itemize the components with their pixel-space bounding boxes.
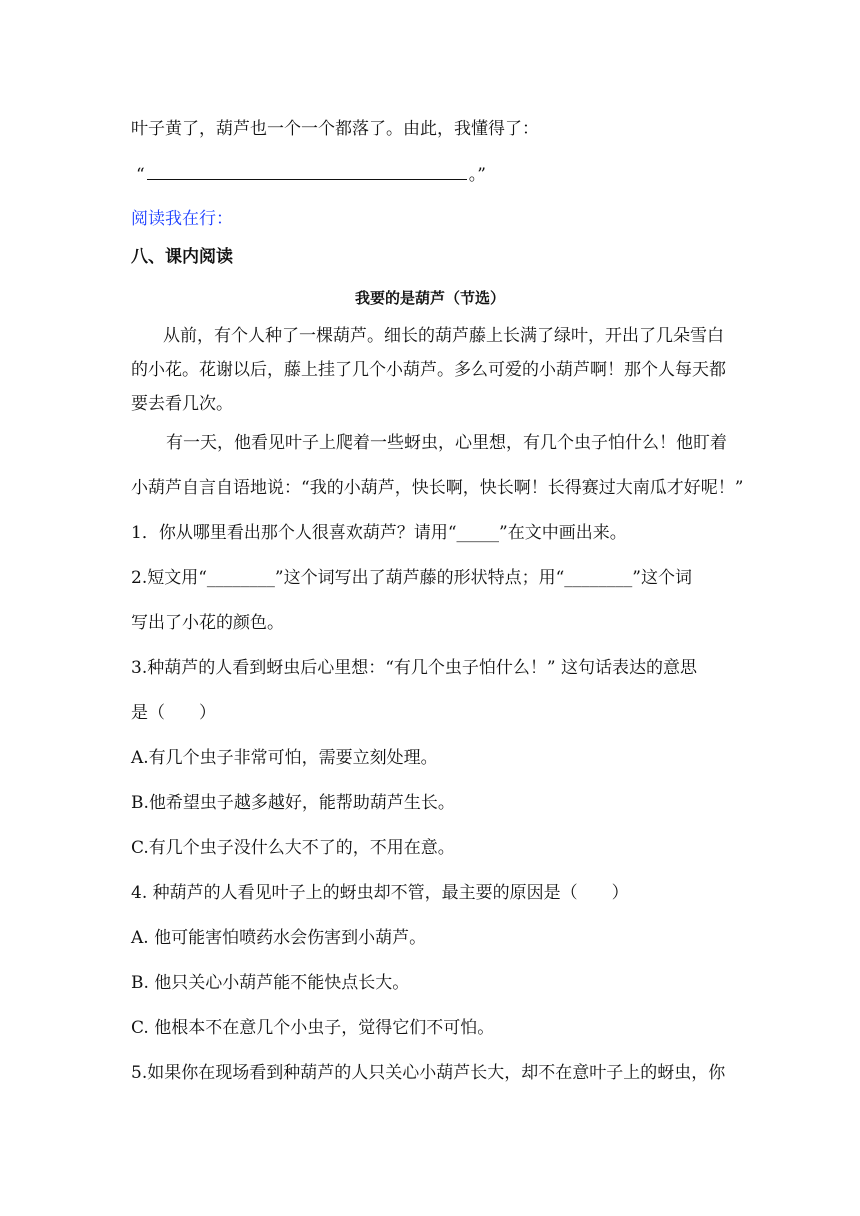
question-4-option-c: C. 他根本不在意几个小虫子，觉得它们不可怕。	[131, 1018, 495, 1038]
intro-line: 叶子黄了，葫芦也一个一个都落了。由此，我懂得了：	[131, 119, 539, 139]
passage-para2-line2: 小葫芦自言自语地说：“我的小葫芦，快长啊，快长啊！长得赛过大南瓜才好呢！”	[131, 478, 744, 498]
question-2-line1: 2.短文用“________”这个词写出了葫芦藤的形状特点；用“________”这个词	[131, 568, 692, 588]
question-4-option-a: A. 他可能害怕喷药水会伤害到小葫芦。	[131, 928, 427, 948]
quote-close: 。”	[468, 165, 486, 185]
passage-para2-line1: 有一天，他看见叶子上爬着一些蚜虫，心里想，有几个虫子怕什么！他盯着	[166, 433, 727, 453]
question-3-option-c: C.有几个虫子没什么大不了的，不用在意。	[131, 838, 455, 858]
question-3-line1: 3.种葫芦的人看到蚜虫后心里想：“有几个虫子怕什么！” 这句话表达的意思	[131, 658, 698, 678]
passage-para1-line3: 要去看几次。	[131, 394, 233, 414]
question-3-option-a: A.有几个虫子非常可怕，需要立刻处理。	[131, 748, 438, 768]
passage-para1-line1: 从前，有个人种了一棵葫芦。细长的葫芦藤上长满了绿叶，开出了几朵雪白	[163, 326, 724, 346]
question-3-line2: 是（ ）	[131, 703, 216, 723]
question-5-line1: 5.如果你在现场看到种葫芦的人只关心小葫芦长大，却不在意叶子上的蚜虫，你	[131, 1063, 726, 1083]
question-4: 4. 种葫芦的人看见叶子上的蚜虫却不管，最主要的原因是（ ）	[131, 883, 629, 903]
question-2-line2: 写出了小花的颜色。	[131, 613, 284, 633]
section-eight-heading: 八、课内阅读	[131, 247, 233, 267]
question-3-option-b: B.他希望虫子越多越好，能帮助葫芦生长。	[131, 793, 455, 813]
quote-open: “	[136, 165, 145, 185]
passage-title: 我要的是葫芦（节选）	[354, 289, 505, 307]
question-4-option-b: B. 他只关心小葫芦能不能快点长大。	[131, 973, 410, 993]
answer-blank-line	[136, 164, 486, 186]
question-1: 1．你从哪里看出那个人很喜欢葫芦？请用“_____”在文中画出来。	[131, 523, 627, 543]
passage-para1-line2: 的小花。花谢以后，藤上挂了几个小葫芦。多么可爱的小葫芦啊！那个人每天都	[131, 360, 726, 380]
answer-blank	[147, 169, 467, 180]
section-reading-heading: 阅读我在行：	[131, 209, 233, 229]
